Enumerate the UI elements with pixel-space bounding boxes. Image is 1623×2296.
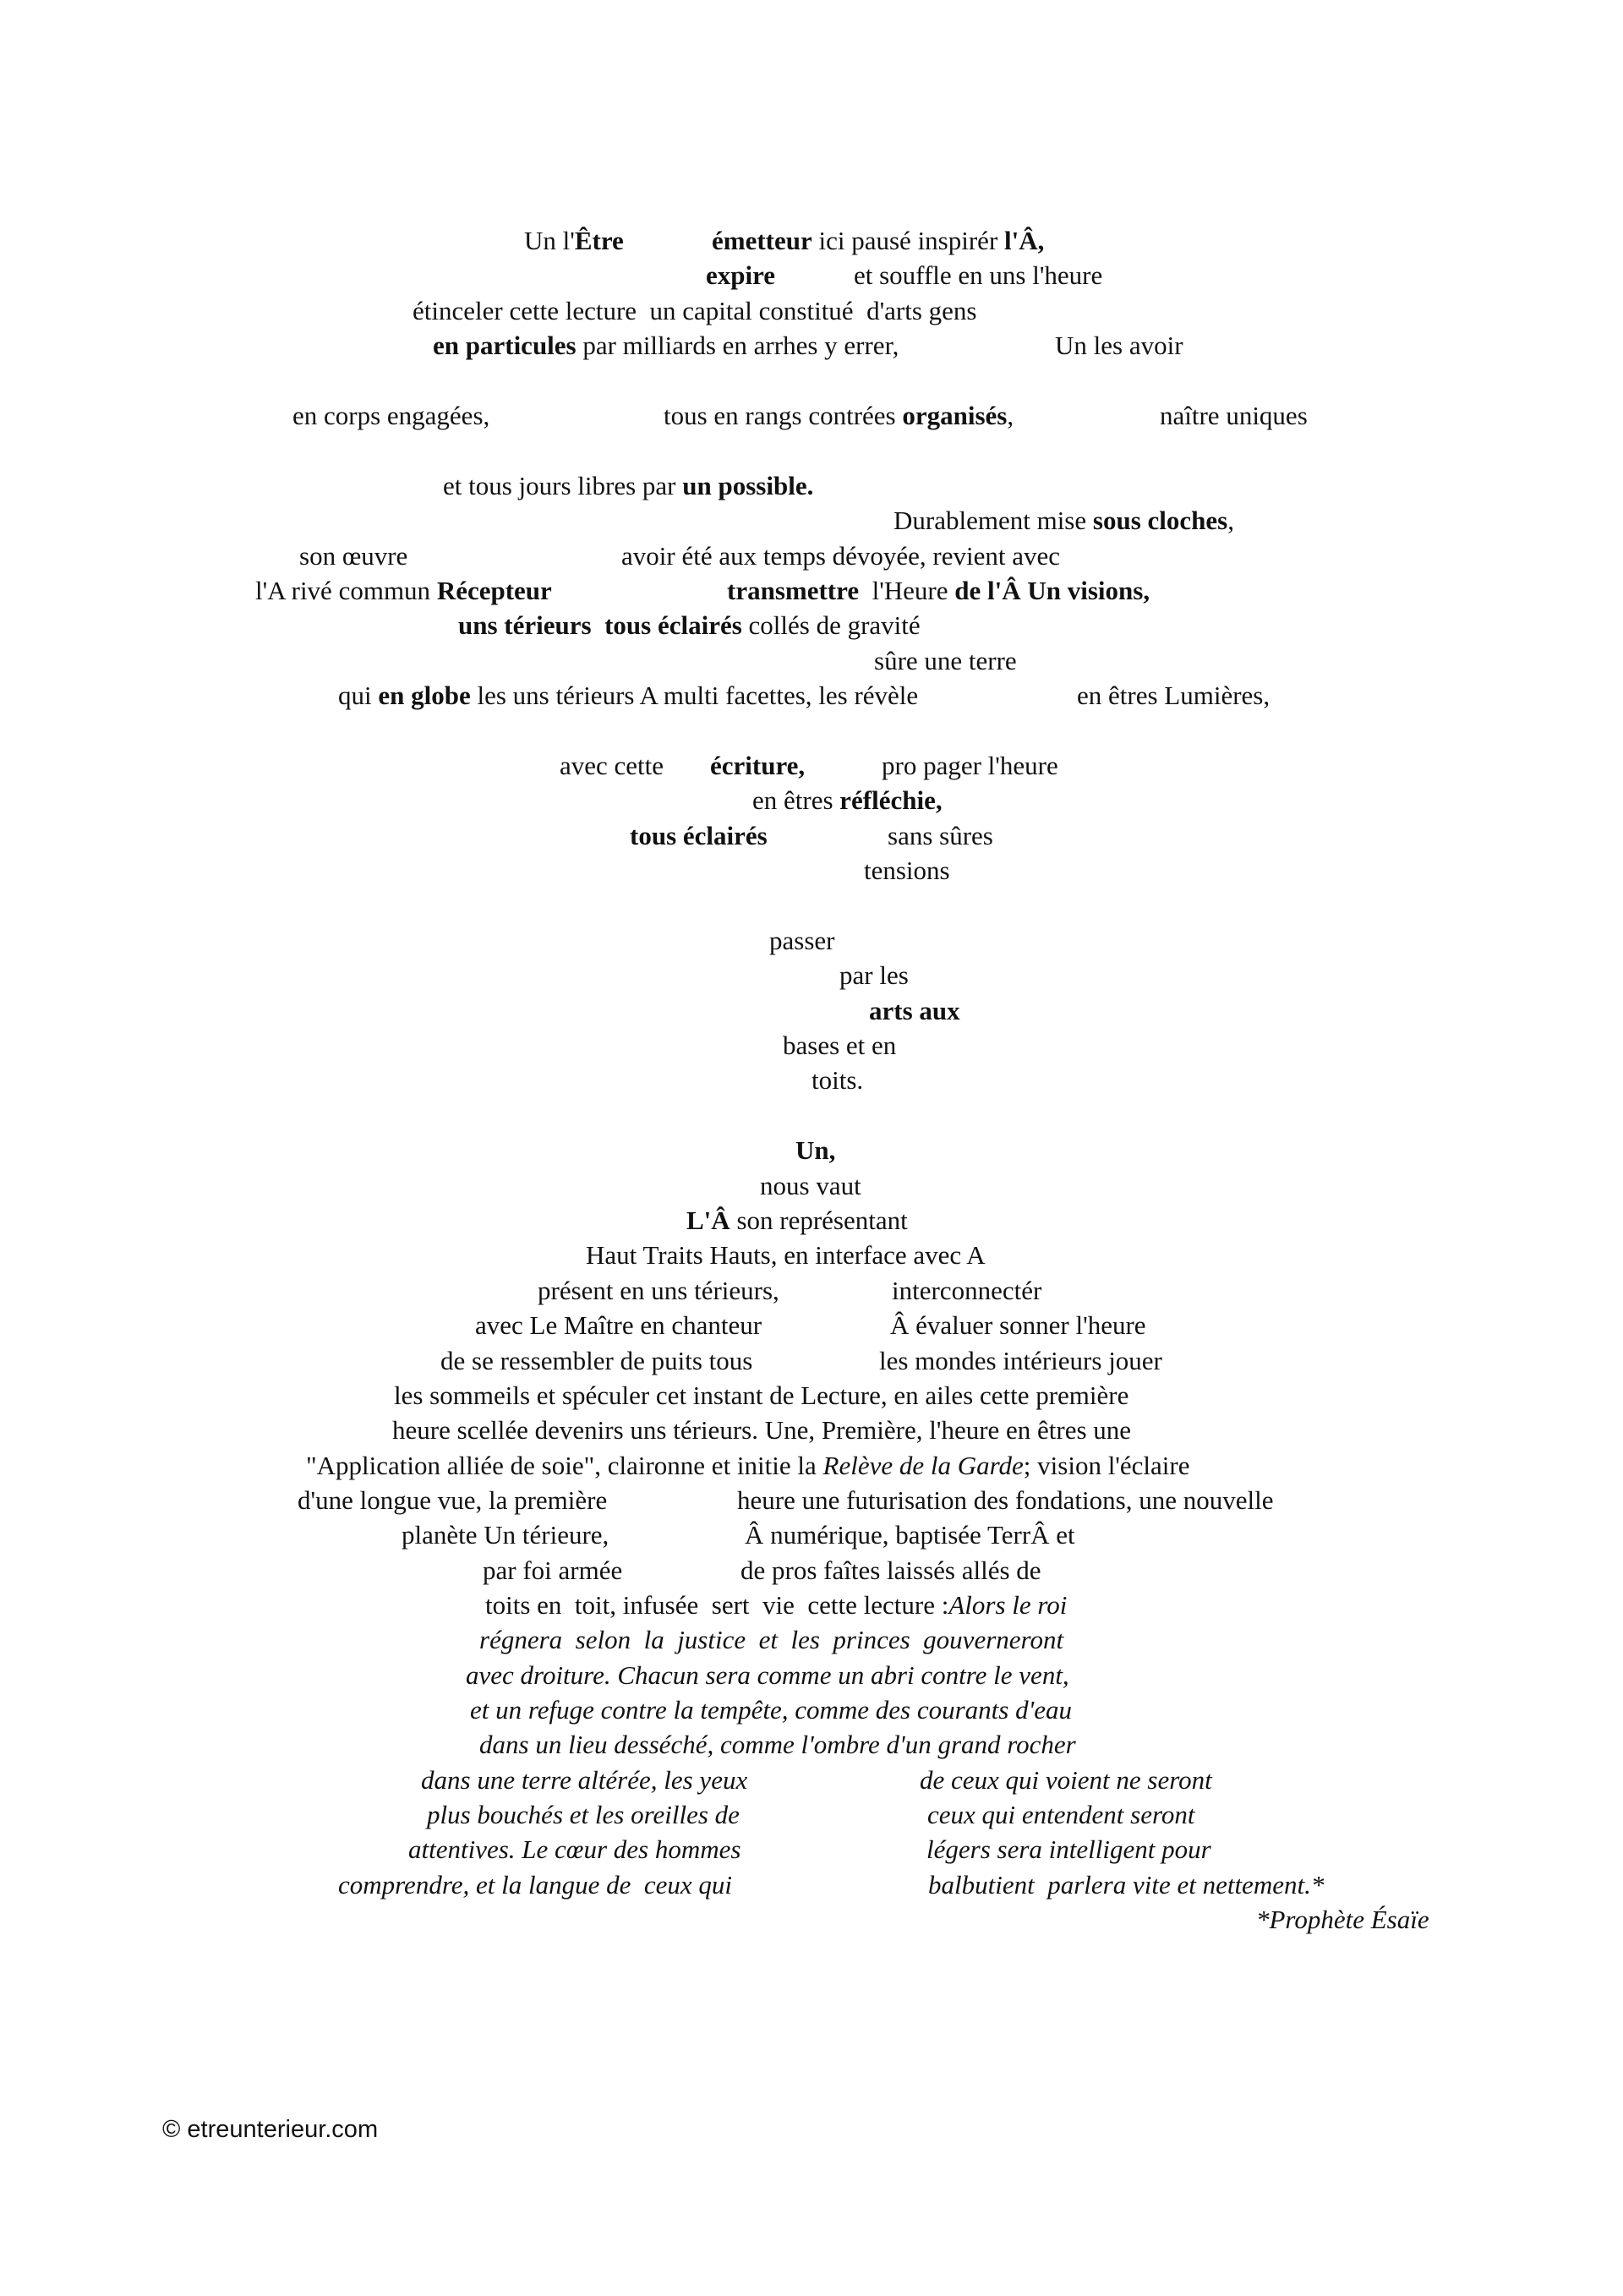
- quote-line: plus bouchés et les oreilles de: [427, 1800, 740, 1829]
- poem-line: en êtres Lumières,: [1077, 681, 1271, 710]
- poem-line: Â numérique, baptisée TerrÂ et: [745, 1520, 1075, 1550]
- poem-line: par foi armée: [483, 1555, 623, 1585]
- poem-line: expire: [706, 260, 776, 290]
- poem-line: uns térieurs tous éclairés collés de gravité: [458, 610, 921, 640]
- poem-line: toits.: [812, 1065, 864, 1095]
- quote-line: ceux qui entendent seront: [927, 1800, 1195, 1829]
- poem-line: heure scellée devenirs uns térieurs. Une, Première, l'heure en êtres une: [392, 1415, 1132, 1445]
- poem-line: nous vaut: [760, 1171, 861, 1200]
- poem-line: avec cette: [560, 751, 664, 780]
- poem-line: présent en uns térieurs,: [538, 1276, 779, 1305]
- quote-line: comprendre, et la langue de ceux qui: [338, 1870, 732, 1900]
- poem-line: heure une futurisation des fondations, une nouvelle: [737, 1485, 1274, 1515]
- quote-line: dans un lieu desséché, comme l'ombre d'un grand rocher: [479, 1730, 1076, 1759]
- poem-line: bases et en: [783, 1030, 897, 1060]
- poem-line: interconnectér: [892, 1276, 1042, 1305]
- poem-line: d'une longue vue, la première: [298, 1485, 608, 1515]
- poem-line: en corps engagées,: [292, 401, 490, 430]
- poem-line: passer: [769, 926, 835, 955]
- poem-line: Haut Traits Hauts, en interface avec A: [586, 1240, 986, 1270]
- quote-line: régnera selon la justice et les princes gouverneront: [479, 1625, 1064, 1654]
- poem-line: Un les avoir: [1055, 331, 1183, 360]
- poem-line: Durablement mise sous cloches,: [893, 506, 1234, 535]
- poem-line: et tous jours libres par un possible.: [443, 471, 814, 500]
- quote-line: et un refuge contre la tempête, comme des courants d'eau: [470, 1695, 1072, 1725]
- poem-line: avoir été aux temps dévoyée, revient avec: [621, 541, 1061, 571]
- poem-line: sans sûres: [888, 821, 993, 850]
- poem-line: de pros faîtes laissés allés de: [740, 1555, 1041, 1585]
- poem-line: son œuvre: [299, 541, 408, 571]
- poem-line: et souffle en uns l'heure: [854, 260, 1103, 290]
- poem-line: écriture,: [710, 751, 806, 780]
- poem-line: tous éclairés: [630, 821, 768, 850]
- quote-line: dans une terre altérée, les yeux: [421, 1765, 748, 1795]
- poem-line: L'Â son représentant: [686, 1205, 908, 1235]
- quote-line: de ceux qui voient ne seront: [920, 1765, 1212, 1795]
- poem-line: étinceler cette lecture un capital constitué d'arts gens: [413, 296, 977, 325]
- poem-line: les sommeils et spéculer cet instant de Lecture, en ailes cette première: [394, 1380, 1129, 1410]
- quote-line: balbutient parlera vite et nettement.*: [928, 1870, 1325, 1900]
- poem-line: pro pager l'heure: [882, 751, 1058, 780]
- copyright-footer: © etreunterieur.com: [162, 2116, 379, 2143]
- poem-line: par les: [839, 960, 909, 990]
- quote-line: attentives. Le cœur des hommes: [408, 1834, 741, 1864]
- poem-line: Â évaluer sonner l'heure: [890, 1310, 1146, 1340]
- poem-line: avec Le Maître en chanteur: [475, 1310, 762, 1340]
- poem-line: planète Un térieure,: [402, 1520, 609, 1550]
- poem-line: Un,: [795, 1135, 836, 1165]
- quote-line: légers sera intelligent pour: [926, 1834, 1211, 1864]
- poem-line: tensions: [864, 856, 950, 885]
- quote-line: avec droiture. Chacun sera comme un abri contre le vent,: [466, 1660, 1069, 1690]
- poem-line: toits en toit, infusée sert vie cette lecture :Alors le roi: [485, 1590, 1068, 1620]
- poem-line: les mondes intérieurs jouer: [879, 1346, 1162, 1375]
- poem-line: naître uniques: [1160, 401, 1308, 430]
- poem-line: arts aux: [869, 996, 960, 1025]
- poem-line: sûre une terre: [874, 646, 1017, 675]
- poem-line: l'A rivé commun Récepteur: [255, 576, 552, 605]
- attribution: *Prophète Ésaïe: [1256, 1905, 1429, 1934]
- poem-line: de se ressembler de puits tous: [440, 1346, 753, 1375]
- poem-line: transmettre l'Heure de l'Â Un visions,: [727, 576, 1150, 605]
- poem-line: en particules par milliards en arrhes y errer,: [433, 331, 899, 360]
- poem-line: en êtres réfléchie,: [752, 785, 943, 815]
- poem-line: émetteur ici pausé inspirér l'Â,: [712, 226, 1045, 255]
- poem-line: qui en globe les uns térieurs A multi facettes, les révèle: [338, 681, 919, 710]
- poem-line: Un l'Être: [524, 226, 624, 255]
- poem-line: tous en rangs contrées organisés,: [664, 401, 1014, 430]
- poem-line: "Application alliée de soie", claironne et initie la Relève de la Garde; vision l'éclaire: [306, 1451, 1190, 1480]
